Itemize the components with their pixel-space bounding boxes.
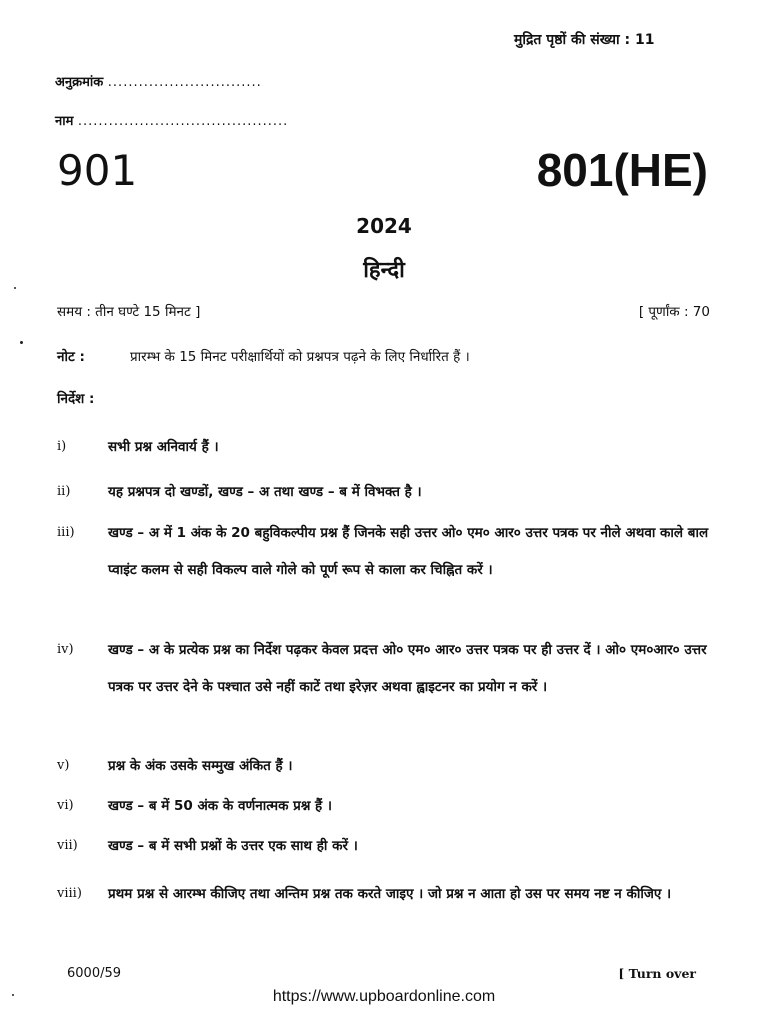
name-label: नाम (55, 114, 74, 129)
instruction-number: ii) (57, 484, 71, 499)
note-text: प्रारम्भ के 15 मिनट परीक्षार्थियों को प्रश्नपत्र पढ़ने के लिए निर्धारित हैं । (130, 349, 470, 365)
scan-speck (12, 994, 14, 996)
name-field (55, 111, 288, 129)
source-url: https://www.upboardonline.com (272, 988, 496, 1005)
instruction-text: खण्ड – अ में 1 अंक के 20 बहुविकल्पीय प्रश्न हैं जिनके सही उत्तर ओ० एम० आर० उत्तर पत्रक पर नीले अथवा काले बाल प्वाइंट कलम से सही विकल्प वाले गोले को पूर्ण रूप से काला कर चिह्नित करें । (108, 525, 709, 578)
time-allowed: समय : तीन घण्टे 15 मिनट ] (57, 304, 201, 320)
instruction-number: v) (57, 758, 70, 773)
scan-speck (14, 287, 16, 289)
exam-code-left: 901 (57, 146, 138, 195)
paper-series-code: 6000/59 (67, 966, 122, 981)
turn-over-label: [ Turn over (618, 966, 696, 981)
instruction-text: यह प्रश्नपत्र दो खण्डों, खण्ड – अ तथा खण्ड – ब में विभक्त है । (108, 484, 422, 500)
instruction-number: i) (57, 439, 67, 454)
instruction-number: iii) (57, 525, 75, 540)
roll-number-label: अनुक्रमांक (55, 75, 104, 90)
instruction-text: खण्ड – ब में सभी प्रश्नों के उत्तर एक साथ ही करें । (108, 838, 358, 854)
printed-pages-count: मुद्रित पृष्ठों की संख्या : 11 (514, 32, 655, 48)
exam-year: 2024 (356, 214, 412, 238)
roll-number-blank: .............................. (107, 75, 262, 90)
instruction-number: vii) (57, 838, 78, 853)
instruction-text: खण्ड – अ के प्रत्येक प्रश्न का निर्देश पढ़कर केवल प्रदत्त ओ० एम० आर० उत्तर पत्रक पर ही उत्तर दें । ओ० एम०आर० उत्तर पत्रक पर उत्तर देने के पश्चात उसे नहीं काटें तथा इरेज़र अथवा ह्वाइटनर का प्रयोग न करें । (108, 642, 707, 695)
scan-speck (20, 341, 23, 344)
paper-code-right: 801(HE) (536, 144, 708, 196)
roll-number-field (55, 72, 262, 90)
subject-title: हिन्दी (363, 258, 405, 283)
maximum-marks: [ पूर्णांक : 70 (638, 304, 710, 320)
instruction-text: सभी प्रश्न अनिवार्य हैं । (108, 439, 219, 455)
instruction-number: iv) (57, 642, 74, 657)
name-blank: ......................................... (77, 114, 289, 129)
instruction-number: viii) (57, 886, 82, 901)
instruction-text: प्रथम प्रश्न से आरम्भ कीजिए तथा अन्तिम प्रश्न तक करते जाइए । जो प्रश्न न आता हो उस पर समय नष्ट न कीजिए । (108, 886, 672, 902)
instruction-text: प्रश्न के अंक उसके सम्मुख अंकित हैं । (108, 758, 293, 774)
instruction-text: खण्ड – ब में 50 अंक के वर्णनात्मक प्रश्न हैं । (108, 798, 333, 814)
note-label: नोट : (57, 349, 85, 365)
instruction-number: vi) (57, 798, 74, 813)
instructions-heading: निर्देश : (57, 391, 95, 407)
